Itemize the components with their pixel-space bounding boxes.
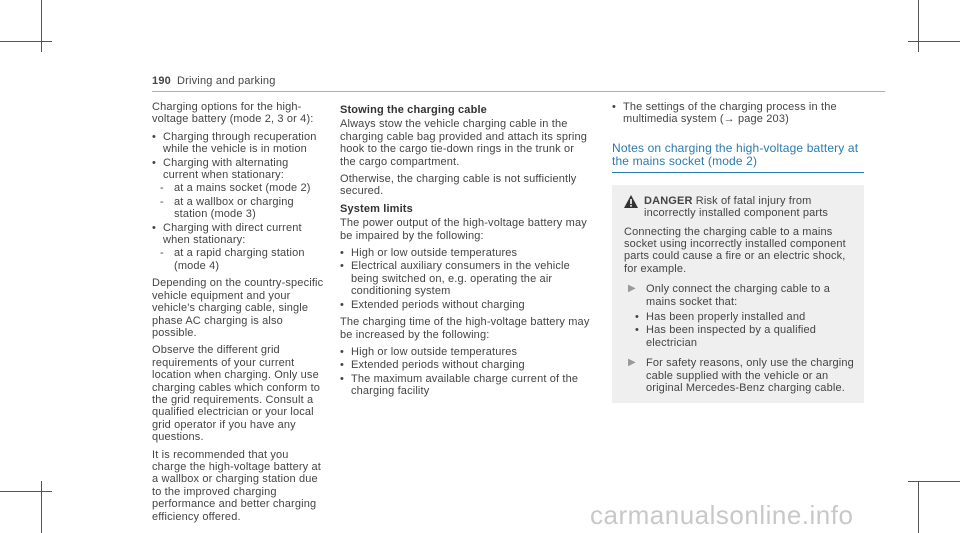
column-1	[152, 101, 324, 528]
crop-mark	[918, 0, 919, 52]
section-title: Driving and parking	[176, 75, 276, 87]
list-item: • Electrical auxiliary consumers in the vehicle being switched on, e.g. operating the air conditioning system	[340, 260, 590, 297]
danger-heading: Risk of fatal injury from incorrectly installed component parts	[644, 194, 829, 220]
section-heading: Stowing the charging cable	[340, 104, 487, 116]
danger-label: DANGER	[644, 194, 693, 207]
list-item: - at a wallbox or charging station (mode 3)	[152, 196, 324, 221]
settings-list	[612, 101, 864, 126]
crop-mark	[0, 41, 52, 42]
limits-list	[340, 247, 590, 311]
paragraph: Observe the different grid requirements of your current location when charging. Only use charging cables which conform to the grid requirements. Consult a qualified electrician or your local grid operator if you have any questions.	[152, 344, 321, 444]
list-item: • The maximum available charge current of the charging facility	[340, 373, 590, 398]
watermark: carmanualsonline.info	[590, 500, 854, 530]
step-text: For safety reasons, only use the charging cable supplied with the vehicle or an original Mercedes-Benz charging cable.	[646, 357, 854, 395]
paragraph: The charging time of the high-voltage battery may be increased by the following:	[340, 316, 590, 341]
intro-text: Charging options for the high-voltage battery (mode 2, 3 or 4):	[152, 101, 314, 126]
requirements-list	[635, 311, 856, 349]
instruction-step	[624, 283, 856, 308]
charging-options-list	[152, 131, 324, 272]
step-arrow-icon: ▶	[628, 283, 636, 295]
page-number: 190	[152, 75, 171, 87]
step-arrow-icon: ▶	[628, 357, 636, 369]
crop-mark	[0, 491, 52, 492]
crop-mark	[41, 0, 42, 52]
paragraph: Depending on the country-specific vehicle equipment and your vehicle's charging cable, single phase AC charging is also possible.	[152, 277, 324, 339]
crop-mark	[41, 481, 42, 533]
instruction-step	[624, 357, 856, 394]
danger-header	[624, 195, 856, 220]
increase-list	[340, 346, 590, 398]
list-item: • Has been inspected by a qualified electrician	[635, 324, 856, 349]
header-rule	[152, 91, 885, 92]
crop-mark	[908, 481, 960, 482]
list-item: - at a rapid charging station (mode 4)	[152, 247, 324, 272]
section-heading: System limits	[340, 202, 413, 215]
paragraph: Always stow the vehicle charging cable in the charging cable bag provided and attach its spring hook to the cargo tie-down rings in the trunk or the cargo compartment.	[340, 118, 588, 168]
list-item: • Has been properly installed and	[635, 311, 856, 323]
column-3	[612, 101, 864, 403]
list-item: • High or low outside temperatures	[340, 247, 590, 259]
list-item: • Charging through recuperation while the vehicle is in motion	[152, 131, 324, 156]
list-item: • Extended periods without charging	[340, 359, 590, 371]
list-item: • High or low outside temperatures	[340, 346, 590, 358]
list-item: • Charging with direct current when stationary:	[152, 222, 324, 247]
list-item: • Extended periods without charging	[340, 299, 590, 311]
paragraph: The power output of the high-voltage battery may be impaired by the following:	[340, 217, 587, 242]
page-header	[152, 75, 276, 87]
heading-rule	[612, 172, 864, 173]
notes-heading: Notes on charging the high-voltage battery at the mains socket (mode 2)	[612, 140, 859, 168]
warning-icon	[624, 195, 638, 208]
danger-box	[612, 185, 864, 403]
step-text: Only connect the charging cable to a mains socket that:	[646, 283, 830, 308]
list-item: - at a mains socket (mode 2)	[152, 182, 324, 194]
paragraph: It is recommended that you charge the high-voltage battery at a wallbox or charging station due to the improved charging performance and better charging efficiency offered.	[152, 448, 321, 523]
crop-mark	[908, 41, 960, 42]
list-item: • The settings of the charging process in the multimedia system (→ page 203)	[612, 101, 864, 126]
list-item: • Charging with alternating current when stationary:	[152, 157, 324, 182]
danger-text: Connecting the charging cable to a mains socket using incorrectly installed component parts could cause a fire or an electric shock, for example.	[624, 225, 846, 275]
crop-mark	[918, 481, 919, 533]
column-2	[340, 101, 590, 403]
paragraph: Otherwise, the charging cable is not sufficiently secured.	[340, 173, 577, 198]
